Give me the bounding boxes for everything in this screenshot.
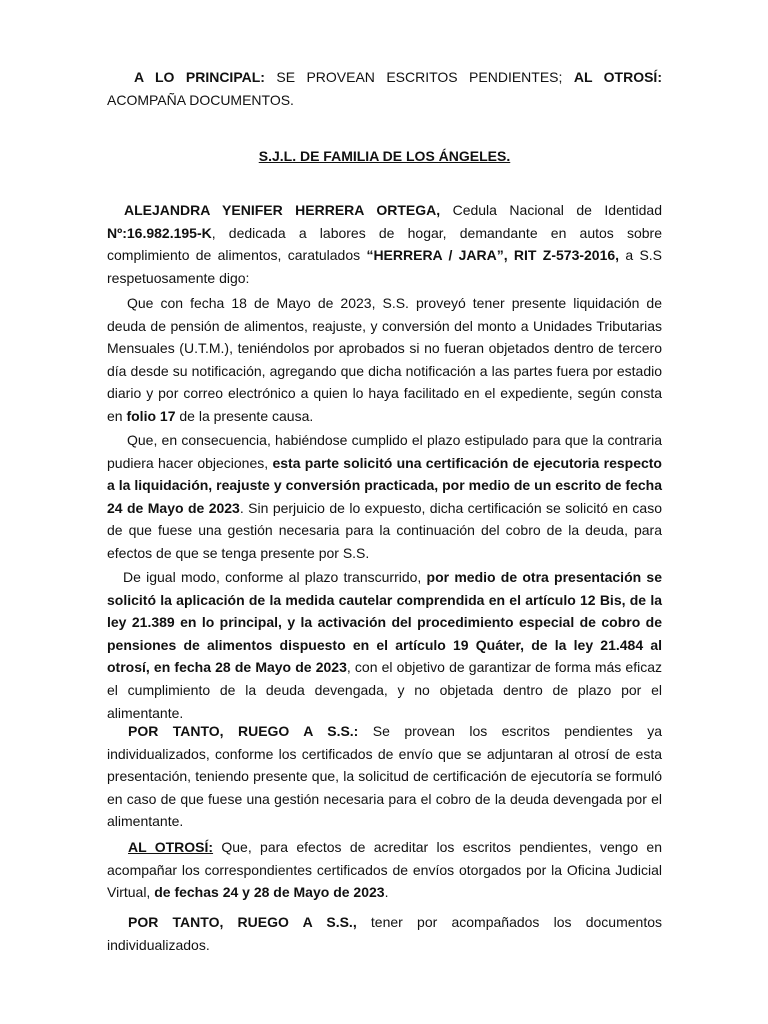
applicant-name: ALEJANDRA YENIFER HERRERA ORTEGA, [124,202,441,218]
court-title: S.J.L. DE FAMILIA DE LOS ÁNGELES. [258,148,511,164]
principal-label: A LO PRINCIPAL: [134,69,265,85]
petition-principal: POR TANTO, RUEGO A S.S.: Se provean los escritos pendientes ya individualizados, conforme los certificados de envío que se adjuntaran al otrosí de esta presentación, teniendo presente que, la solicitud de certificación de ejecutoría se formuló en caso de que fuese una gestión necesaria para el cobro de la deuda devengada por el alimentante. [107,723,663,830]
otrosi-paragraph: AL OTROSÍ: Que, para efectos de acreditar los escritos pendientes, vengo en acompañar los correspondientes certificados de envíos otorgados por la Oficina Judicial Virtual, de fechas 24 y 28 de Mayo de 2023. [107,839,662,901]
paragraph-certificacion: Que, en consecuencia, habiéndose cumplido el plazo estipulado para que la contraria pudiera hacer objeciones, esta parte solicitó una certificación de ejecutoria respecto a la liquidación, reajuste y conversión practicada, por medio de un escrito de fecha 24 de Mayo de 2023. Sin perjuicio de lo expuesto, dicha certificación se solicitó en caso de que fuese una gestión necesaria para la continuación del cobro de la deuda, para efectos de que se tenga presente por S.S. [107,432,662,561]
paragraph-medida-cautelar: De igual modo, conforme al plazo transcurrido, por medio de otra presentación se solicitó la aplicación de la medida cautelar comprendida en el artículo 12 Bis, de la ley 21.389 en lo principal, y la activación del procedimiento especial de cobro de pensiones de alimentos dispuesto en el artículo 19 Quáter, de la ley 21.484 al otrosí, en fecha 28 de Mayo de 2023, con el objetivo de garantizar de forma más eficaz el cumplimiento de la deuda devengada, y no objetada dentro de plazo por el alimentante. [107,569,662,721]
document-summary-header: A LO PRINCIPAL: SE PROVEAN ESCRITOS PENDIENTES; AL OTROSÍ: ACOMPAÑA DOCUMENTOS. [107,69,662,108]
intro-paragraph: ALEJANDRA YENIFER HERRERA ORTEGA, Cedula Nacional de Identidad Nº:16.982.195-K, dedicada a labores de hogar, demandante en autos sobre complimiento de alimentos, caratulados “HERRERA / JARA”, RIT Z-573-2016, a S.S respetuosamente digo: [107,202,663,286]
paragraph-liquidacion: Que con fecha 18 de Mayo de 2023, S.S. proveyó tener presente liquidación de deuda de pensión de alimentos, reajuste, y conversión del monto a Unidades Tributarias Mensuales (U.T.M.), teniéndolos por aprobados si no fueran objetados dentro de tercero día desde su notificación, agregando que dicha notificación a las partes fuera por estadio diario y por correo electrónico a quien lo haya facilitado en el expediente, según consta en folio 17 de la presente causa. [107,295,662,424]
petition-otrosi: POR TANTO, RUEGO A S.S., tener por acompañados los documentos individualizados. [107,914,662,953]
rut-number: Nº:16.982.195-K [107,224,212,241]
otrosi-label: AL OTROSÍ: [573,69,662,85]
case-caption: “HERRERA / JARA”, RIT Z-573-2016, [366,247,620,264]
